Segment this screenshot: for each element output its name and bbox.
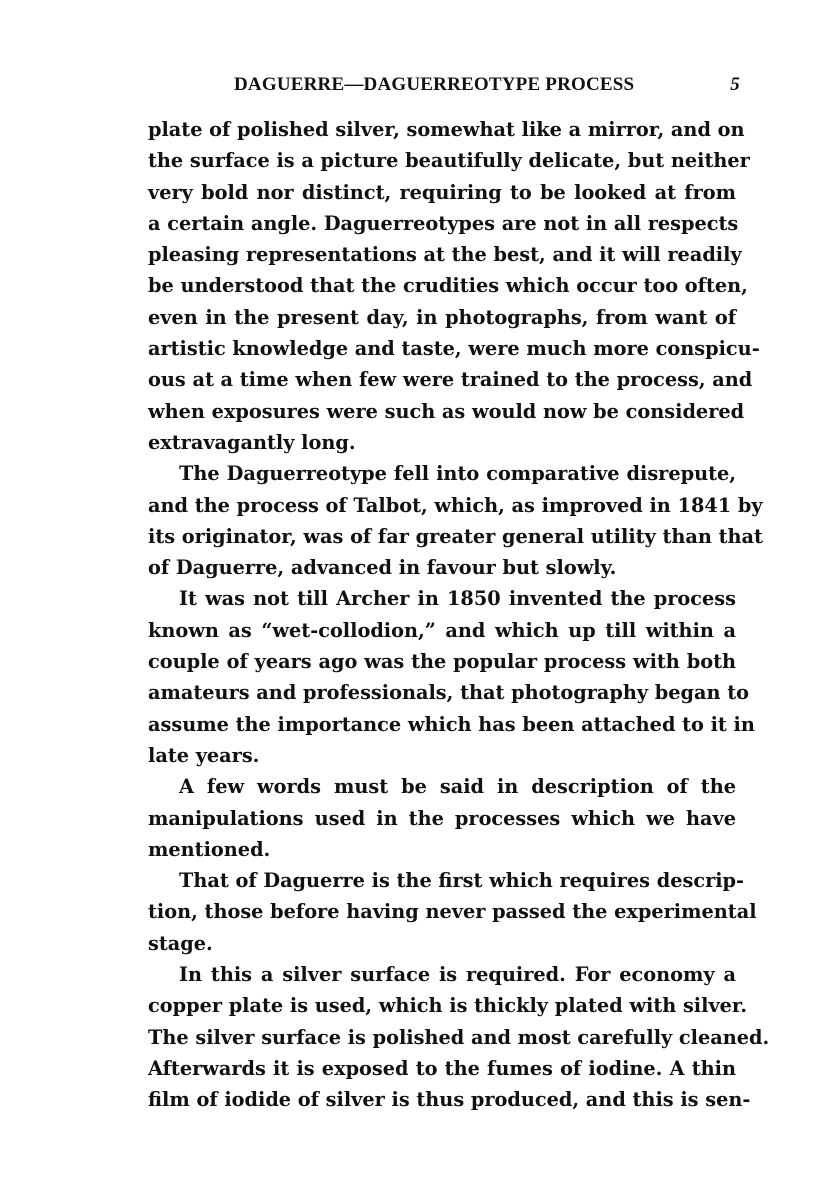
- text-line: and the process of Talbot, which, as improved in 1841 by: [148, 493, 763, 517]
- running-title: DAGUERRE—DAGUERREOTYPE PROCESS: [234, 74, 635, 95]
- text-line: couple of years ago was the popular process with both: [148, 650, 736, 674]
- text-line: copper plate is used, which is thickly plated with silver.: [148, 994, 748, 1018]
- page-number: 5: [730, 74, 740, 95]
- text-line: film of iodide of silver is thus produced, and this is sen-: [148, 1088, 751, 1112]
- text-line: In this a silver surface is required. For economy a: [179, 963, 736, 987]
- text-line: pleasing representations at the best, and it will readily: [148, 243, 742, 267]
- text-line: mentioned.: [148, 837, 271, 861]
- text-line: tion, those before having never passed the experimental: [148, 900, 757, 924]
- text-line: ous at a time when few were trained to the process, and: [148, 368, 753, 392]
- page-header: [148, 74, 740, 104]
- body-text: [148, 114, 770, 1116]
- text-line: be understood that the crudities which occur too often,: [148, 274, 748, 298]
- text-line: plate of polished silver, somewhat like a mirror, and on: [148, 118, 745, 141]
- text-line: when exposures were such as would now be considered: [148, 399, 745, 423]
- text-line: The Daguerreotype fell into comparative disrepute,: [179, 462, 736, 486]
- text-line: It was not till Archer in 1850 invented the process: [179, 587, 736, 611]
- text-line: the surface is a picture beautifully delicate, but neither: [148, 149, 750, 173]
- text-line: The silver surface is polished and most carefully cleaned.: [148, 1025, 770, 1049]
- text-line: assume the importance which has been attached to it in: [148, 712, 755, 736]
- text-line: Afterwards it is exposed to the fumes of iodine. A thin: [148, 1056, 736, 1080]
- text-line: A few words must be said in description of the: [179, 775, 736, 799]
- text-line: extravagantly long.: [148, 430, 356, 454]
- text-line: manipulations used in the processes which we have: [148, 806, 736, 830]
- text-line: stage.: [148, 931, 213, 955]
- text-line: even in the present day, in photographs, from want of: [148, 305, 736, 329]
- text-line: of Daguerre, advanced in favour but slowly.: [148, 556, 617, 580]
- text-line: very bold nor distinct, requiring to be looked at from: [148, 180, 736, 204]
- text-line: That of Daguerre is the first which requires descrip-: [179, 869, 745, 893]
- text-line: late years.: [148, 743, 260, 767]
- text-line: known as “wet-collodion,” and which up till within a: [148, 618, 736, 642]
- text-line: artistic knowledge and taste, were much more conspicu-: [148, 337, 760, 361]
- text-line: amateurs and professionals, that photography began to: [148, 681, 750, 705]
- text-line: a certain angle. Daguerreotypes are not in all respects: [148, 211, 739, 235]
- text-line: its originator, was of far greater general utility than that: [148, 524, 763, 548]
